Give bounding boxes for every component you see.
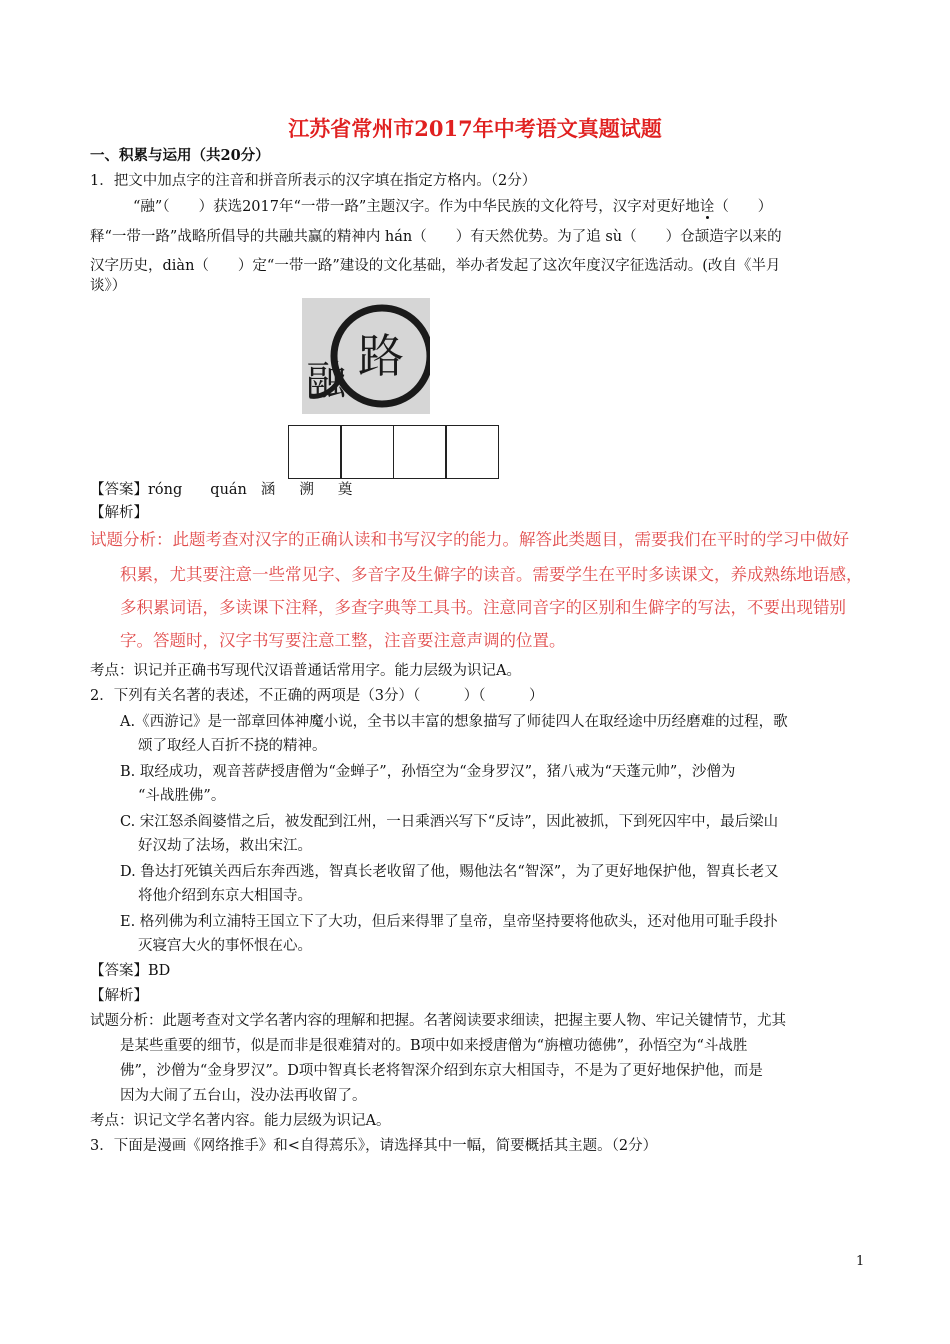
answer-box-4[interactable] <box>445 425 499 479</box>
q1-paragraph-line-3: 汉字历史，diàn（ ）定“一带一路”建设的文化基础，举办者发起了这次年度汉字征选活动。(改自《半月 <box>90 258 781 274</box>
q2-analysis-label: 【解析】 <box>90 988 148 1004</box>
q2-option-d-line-1: D. 鲁达打死镇关西后东奔西逃，智真长老收留了他，赐他法名“智深”，为了更好地保护他，智真长老又 <box>120 864 779 880</box>
q1-paragraph-line-1: “融”（ ）获选2017年“一带一路”主题汉字。作为中华民族的文化符号，汉字对更好地诠（ ） <box>133 199 773 215</box>
q2-option-a-line-1: A.《西游记》是一部章回体神魔小说，全书以丰富的想象描写了师徒四人在取经途中历经磨难的过程，歌 <box>120 714 788 730</box>
q2-analysis-line-3: 佛”，沙僧为“金身罗汉”。D项中智真长老将智深介绍到东京大相国寺，不是为了更好地保护他，而是 <box>120 1063 763 1079</box>
q1-kaodian: 考点：识记并正确书写现代汉语普通话常用字。能力层级为识记A。 <box>90 663 521 679</box>
q2-analysis-line-4: 因为大闹了五台山，没办法再收留了。 <box>120 1088 367 1104</box>
q1-analysis-line-3: 多积累词语，多读课下注释，多查字典等工具书。注意同音字的区别和生僻字的写法，不要出现错别 <box>120 598 846 617</box>
answer-box-2[interactable] <box>340 425 394 479</box>
q1-stem: 1．把文中加点字的注音和拼音所表示的汉字填在指定方格内。（2分） <box>90 173 537 189</box>
answer-box-3[interactable] <box>393 425 447 479</box>
q2-option-b-line-1: B. 取经成功，观音菩萨授唐僧为“金蝉子”，孙悟空为“金身罗汉”，猪八戒为“天蓬元帅”，沙僧为 <box>120 764 736 780</box>
q1-paragraph-line-4: 谈》） <box>90 278 127 294</box>
answer-grid <box>289 425 499 479</box>
q1-analysis-line-4: 字。答题时，汉字书写要注意工整，注音要注意声调的位置。 <box>120 631 566 650</box>
q1-analysis-line-2: 积累，尤其要注意一些常见字、多音字及生僻字的读音。需要学生在平时多读课文，养成熟练地语感， <box>120 565 863 584</box>
q2-option-a-line-2: 颂了取经人百折不挠的精神。 <box>138 738 327 754</box>
q1-paragraph-line-2: 释“一带一路”战略所倡导的共融共赢的精神内 hán（ ）有天然优势。为了追 sù（ ）仓颉造字以来的 <box>90 229 782 245</box>
document-title: 江苏省常州市2017年中考语文真题试题 <box>288 116 662 141</box>
q2-analysis-line-1: 试题分析：此题考查对文学名著内容的理解和把握。名著阅读要求细读，把握主要人物、牢记关键情节，尤其 <box>90 1013 786 1029</box>
section-heading: 一、积累与运用（共20分） <box>90 147 270 164</box>
q2-stem: 2．下列有关名著的表述，不正确的两项是（3分）（ ）（ ） <box>90 688 544 704</box>
q2-option-d-line-2: 将他介绍到东京大相国寺。 <box>138 888 312 904</box>
q2-option-c-line-1: C. 宋江怒杀阎婆惜之后，被发配到江州，一日乘酒兴写下“反诗”，因此被抓，下到死囚牢中，最后梁山 <box>120 814 779 830</box>
q3-stem: 3．下面是漫画《网络推手》和<自得蔫乐》，请选择其中一幅，简要概括其主题。（2分） <box>90 1138 658 1154</box>
q2-analysis-line-2: 是某些重要的细节，似是而非是很难猜对的。B项中如来授唐僧为“旃檀功德佛”，孙悟空为“斗战胜 <box>120 1038 748 1054</box>
q2-option-b-line-2: “斗战胜佛”。 <box>138 788 226 804</box>
q2-kaodian: 考点：识记文学名著内容。能力层级为识记A。 <box>90 1113 391 1129</box>
q2-answer: 【答案】BD <box>90 963 171 979</box>
seal-graphic <box>302 298 430 414</box>
dotted-char: 诠 <box>699 199 715 215</box>
answer-box-1[interactable] <box>288 425 342 479</box>
q2-option-e-line-1: E. 格列佛为利立浦特王国立下了大功，但后来得罪了皇帝，皇帝坚持要将他砍头，还对他用可耻手段扑 <box>120 914 778 930</box>
q2-option-e-line-2: 灭寝宫大火的事怀恨在心。 <box>138 938 312 954</box>
q1-analysis-label: 【解析】 <box>90 505 148 521</box>
seal-image <box>302 298 430 414</box>
q1-answer: 【答案】róng quán 涵 溯 奠 <box>90 482 353 498</box>
q1-analysis-line-1: 试题分析：此题考查对汉字的正确认读和书写汉字的能力。解答此类题目，需要我们在平时的学习中做好 <box>90 530 849 549</box>
q2-option-c-line-2: 好汉劫了法场，救出宋江。 <box>138 838 312 854</box>
seal-char-left: 融 <box>306 358 346 404</box>
page-number: 1 <box>856 1254 865 1269</box>
seal-char-center: 路 <box>358 329 404 383</box>
